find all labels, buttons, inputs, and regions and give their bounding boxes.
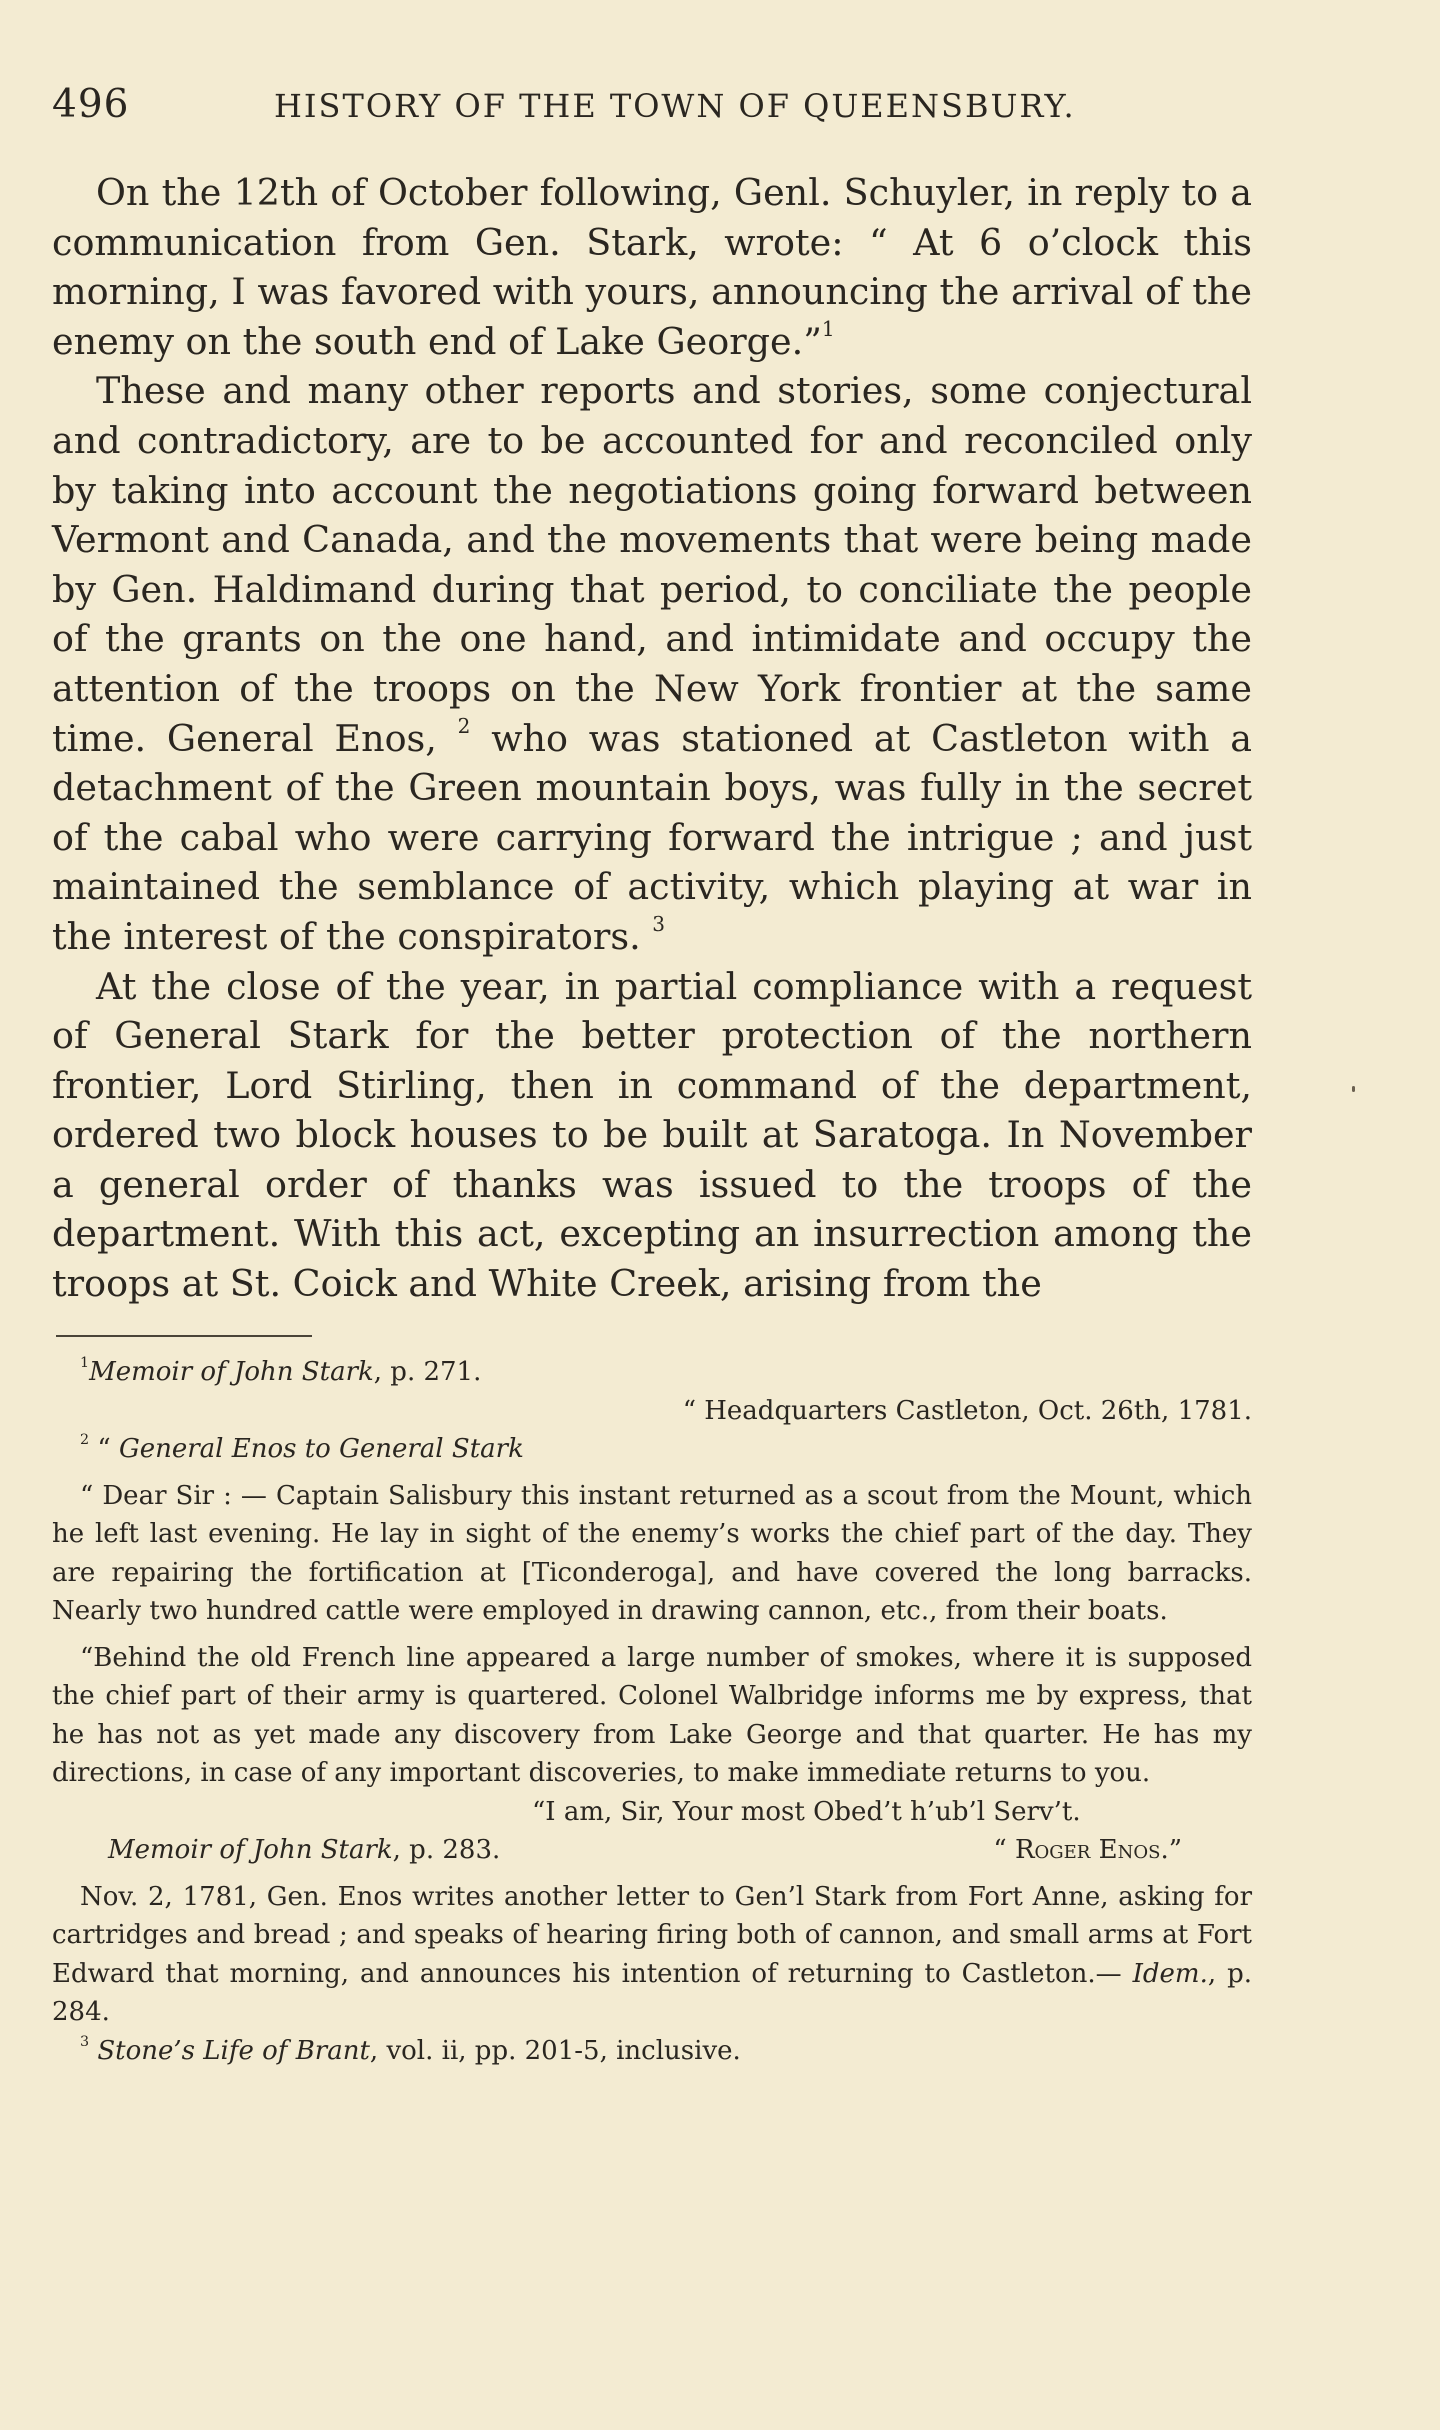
footnote-2 [52, 1430, 1252, 1469]
signature-close-quote: .” [1160, 1835, 1182, 1865]
footnote-2-quote: “ [89, 1434, 119, 1464]
footnote-ref-2: 2 [457, 713, 471, 738]
november-note-text: Nov. 2, 1781, Gen. Enos writes another letter to Gen’l Stark from Fort Anne, asking for cartridges and bread ; and speaks of hearing firing both of cannon, and small arms at Fort Edward that morning, and announces his intention of returning to Castleton.— [52, 1881, 1252, 1989]
letter-source-title: Memoir of John Stark [108, 1835, 393, 1865]
running-title: HISTORY OF THE TOWN OF QUEENSBURY. [274, 87, 1076, 125]
footnotes [52, 1353, 1252, 2070]
paragraph-2-text-a: These and many other reports and stories, some conjectural and contradictory, are to be accounted for and reconciled only by taking into account the negotiations going forward between Vermont and Canada, and the movements that were being made by Gen. Haldimand during that period, to conciliate the people of the grants on the one hand, and intimidate and occupy the attention of the troops on the New York frontier at the same time. General Enos, [52, 369, 1252, 760]
body-text [52, 168, 1252, 1309]
footnote-3-rest: , vol. ii, pp. 201-5, inclusive. [369, 2035, 741, 2066]
footnote-2-title: General Enos to General Stark [118, 1434, 524, 1464]
paragraph-1-text: On the 12th of October following, Genl. Schuyler, in reply to a communication from Gen. Stark, wrote: “ At 6 o’clock this morning, I was favored with yours, announcing the arrival of the enemy on the south end of Lake George.” [52, 171, 1252, 363]
footnote-1-page: , p. 271. [373, 1357, 482, 1387]
footnote-1 [52, 1353, 1252, 1392]
paragraph-1 [52, 168, 1252, 366]
footnote-2-mark: 2 [80, 1432, 90, 1449]
footnote-3-title: Stone’s Life of Brant [97, 2035, 370, 2066]
footnote-rule [56, 1335, 312, 1337]
signature-open-quote: “ [993, 1835, 1015, 1865]
footnote-1-mark: 1 [80, 1355, 90, 1372]
letter-heading: “ Headquarters Castleton, Oct. 26th, 1781. [682, 1395, 1252, 1426]
footnote-ref-1: 1 [821, 316, 835, 341]
november-note [52, 1878, 1252, 2032]
page-number: 496 [52, 82, 130, 127]
footnote-3-mark: 3 [80, 2033, 90, 2050]
paragraph-2-text-b: who was stationed at Castleton with a detachment of the Green mountain boys, was fully in the secret of the cabal who were carrying forward the intrigue ; and just maintained the semblance of activity, which playing at war in the interest of the conspirators. [52, 716, 1252, 958]
letter-closing: “I am, Sir, Your most Obed’t h’ub’l Serv’t. [532, 1796, 1081, 1827]
ink-speck [1352, 1086, 1355, 1092]
running-head [52, 82, 1252, 132]
signature-name: Roger Enos [1014, 1835, 1161, 1865]
footnote-1-source: Memoir of John Stark [89, 1357, 374, 1387]
footnote-3 [52, 2032, 1252, 2071]
letter-paragraph-1: “ Dear Sir : — Captain Salisbury this instant returned as a scout from the Mount, which he left last evening. He lay in sight of the enemy’s works the chief part of the day. They are repairing the fortification at [Ticonderoga], and have covered the long barracks. Nearly two hundred cattle were employed in drawing cannon, etc., from their boats. [52, 1480, 1252, 1626]
paragraph-2 [52, 366, 1252, 961]
november-note-page: , p. 284. [52, 1958, 1252, 2027]
november-note-idem: Idem. [1132, 1958, 1208, 1989]
letter-paragraph-2: “Behind the old French line appeared a large number of smokes, where it is supposed the chief part of their army is quartered. Colonel Walbridge informs me by express, that he has not as yet made any discovery from Lake George and that quarter. He has my directions, in case of any important discoveries, to make immediate returns to you. [52, 1642, 1252, 1788]
letter-signature [993, 1831, 1252, 1870]
letter-source-page: , p. 283. [392, 1835, 501, 1865]
letter-source [52, 1831, 500, 1870]
paragraph-3: At the close of the year, in partial compliance with a request of General Stark for the better protection of the northern frontier, Lord Stirling, then in command of the department, ordered two block houses to be built at Saratoga. In November a general order of thanks was issued to the troops of the department. With this act, excepting an insurrection among the troops at St. Coick and White Creek, arising from the [52, 964, 1252, 1306]
footnote-ref-3: 3 [652, 911, 666, 936]
letter-source-row [52, 1831, 1252, 1870]
